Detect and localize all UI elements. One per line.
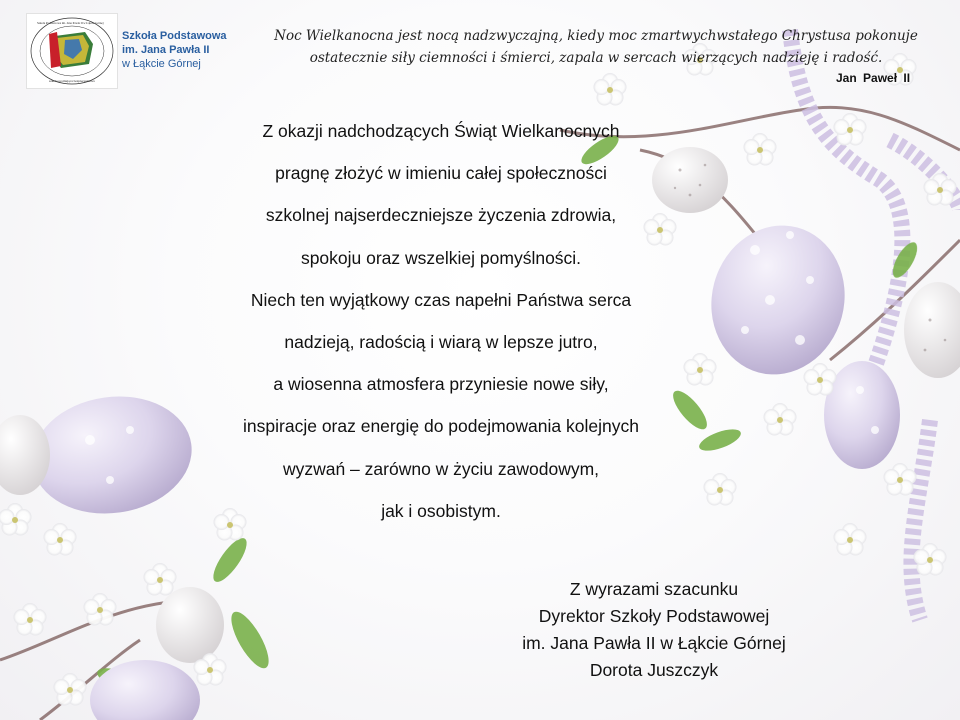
- signature-title: Dyrektor Szkoły Podstawowej: [538, 606, 770, 626]
- signature-block: [488, 576, 820, 684]
- egg-speckled-right: [904, 282, 960, 378]
- school-logo: [26, 13, 118, 89]
- greeting-line: a wiosenna atmosfera przyniesie nowe siły,: [273, 374, 609, 395]
- egg-speckled-bottom: [156, 587, 224, 663]
- greeting-line: pragnę złożyć w imieniu całej społeczności: [275, 163, 607, 184]
- school-name-line1: Szkoła Podstawowa: [122, 30, 227, 42]
- greeting-line: jak i osobistym.: [381, 500, 501, 521]
- greeting-line: Z okazji nadchodzących Świąt Wielkanocnych: [262, 121, 620, 141]
- logo-bottom-text: szkoła promująca bezpieczeństwo: [49, 79, 96, 83]
- school-name: [122, 29, 227, 71]
- greeting-line: nadzieją, radością i wiarą w lepsze jutro,: [284, 331, 598, 352]
- logo-ring-text: Szkoła Podstawowa im. Jana Pawła II w Łąkcie Górnej: [37, 21, 104, 25]
- greeting-line: szkolnej najserdeczniejsze życzenia zdrowia,: [265, 205, 617, 226]
- quote-line1: Noc Wielkanocna jest nocą nadzwyczajną, kiedy moc zmartwychwstałego Chrystusa pokonuje: [274, 28, 918, 44]
- greeting-text: [200, 116, 682, 538]
- signature-closing: Z wyrazami szacunku: [569, 579, 739, 599]
- greeting-line: inspiracje oraz energię do podejmowania kolejnych: [243, 416, 639, 437]
- greeting-line: wyzwań – zarówno w życiu zawodowym,: [282, 458, 600, 479]
- greeting-line: Niech ten wyjątkowy czas napełni Państwa serca: [250, 289, 632, 310]
- quote-line2: ostatecznie siły ciemności i śmierci, zapala w sercach wierzących nadzieję i radość.: [309, 50, 883, 66]
- signature-name: Dorota Juszczyk: [589, 660, 719, 680]
- egg-large-left: [25, 386, 200, 523]
- egg-large-right: [695, 210, 861, 389]
- pope-quote: [262, 25, 930, 69]
- school-name-line2: im. Jana Pawła II: [122, 44, 210, 56]
- signature-school: im. Jana Pawła II w Łąkcie Górnej: [522, 633, 786, 653]
- quote-author: Jan Paweł II: [836, 71, 911, 85]
- school-name-line3: w Łąkcie Górnej: [122, 58, 201, 70]
- greeting-line: spokoju oraz wszelkiej pomyślności.: [300, 247, 582, 268]
